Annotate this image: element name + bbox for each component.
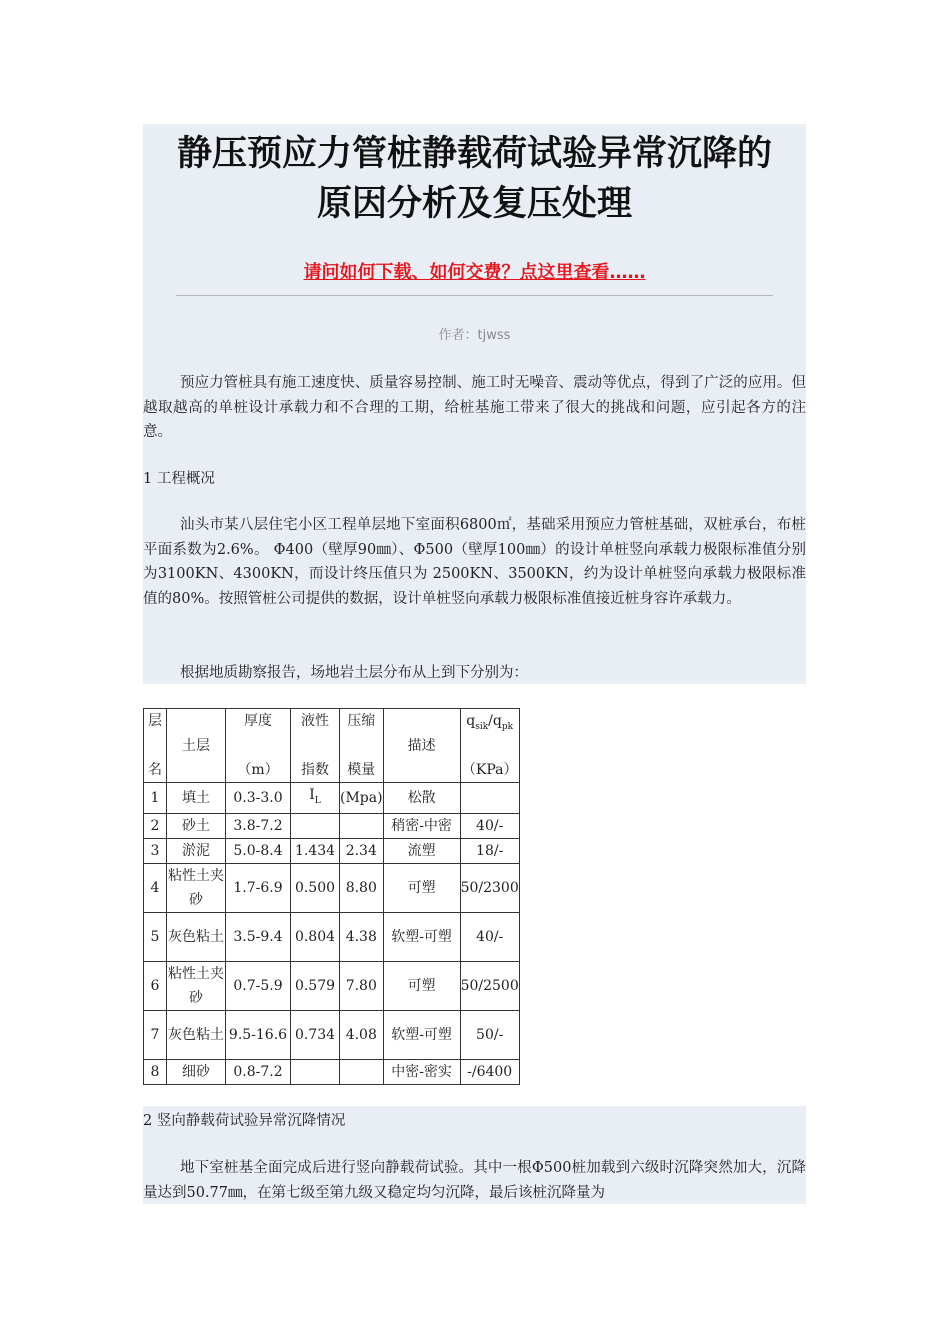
header-layer-no: 层 名 bbox=[144, 709, 167, 783]
cell-layer: 灰色粘土 bbox=[167, 912, 226, 961]
section-1-paragraph-2: 根据地质勘察报告，场地岩土层分布从上到下分别为： bbox=[180, 665, 528, 681]
cell-liquidity-index bbox=[291, 1059, 340, 1084]
cell-layer: 细砂 bbox=[167, 1059, 226, 1084]
cell-layer: 填土 bbox=[167, 783, 226, 814]
header-liquidity-index: 液性 指数 bbox=[291, 709, 340, 783]
cell-thickness: 9.5-16.6 bbox=[226, 1010, 291, 1059]
cell-liquidity-index: $I_L$ bbox=[291, 783, 340, 814]
cell-description: 流塑 bbox=[383, 838, 460, 863]
cell-layer: 淤泥 bbox=[167, 838, 226, 863]
cell-liquidity-index: 0.500 bbox=[291, 863, 340, 912]
page-title-line-1: 静压预应力管桩静载荷试验异常沉降的 bbox=[176, 134, 772, 174]
cell-layer: 粘性土夹砂 bbox=[167, 961, 226, 1010]
table-row bbox=[144, 1059, 520, 1084]
cell-description: 可塑 bbox=[383, 863, 460, 912]
section-2-paragraph-1: 地下室桩基全面完成后进行竖向静载荷试验。其中一根Φ500桩加载到六级时沉降突然加大，沉降量达到50.77㎜，在第七级至第九级又稳定均匀沉降，最后该桩沉降量为 bbox=[143, 1160, 806, 1201]
section-1-heading: 1 工程概况 bbox=[143, 471, 215, 487]
cell-modulus: 4.38 bbox=[340, 912, 384, 961]
cell-no: 4 bbox=[144, 863, 167, 912]
table-row bbox=[144, 961, 520, 1010]
table-row bbox=[144, 912, 520, 961]
cell-layer: 砂土 bbox=[167, 813, 226, 838]
header-thickness: 厚度 （m） bbox=[226, 709, 291, 783]
cell-modulus bbox=[340, 813, 384, 838]
page-title-line-2: 原因分析及复压处理 bbox=[316, 184, 632, 224]
header-compression-modulus: 压缩 模量 bbox=[340, 709, 384, 783]
section-1-paragraph-1: 汕头市某八层住宅小区工程单层地下室面积6800㎡，基础采用预应力管桩基础，双桩承台，布桩平面系数为2.6%。 Φ400（壁厚90㎜）、Φ500（壁厚100㎜）的设计单桩竖向承载力极限标准值分别为3100KN、4300KN，而设计终压值只为 2500KN、3500KN，约为设计单桩竖向承载力极限标准值的80%。按照管桩公司提供的数据，设计单桩竖向承载力极限标准值接近桩身容许承载力。 bbox=[143, 517, 806, 607]
cell-modulus: (Mpa) bbox=[340, 783, 384, 814]
header-description: 描述 bbox=[383, 709, 460, 783]
table-row bbox=[144, 863, 520, 912]
table-row bbox=[144, 1010, 520, 1059]
cell-q: 50/2300 bbox=[460, 863, 519, 912]
cell-liquidity-index bbox=[291, 813, 340, 838]
cell-q: 50/2500 bbox=[460, 961, 519, 1010]
section-2-heading: 2 竖向静载荷试验异常沉降情况 bbox=[143, 1113, 346, 1129]
cell-modulus: 8.80 bbox=[340, 863, 384, 912]
author-byline: 作者：tjwss bbox=[438, 328, 511, 343]
cell-thickness: 0.8-7.2 bbox=[226, 1059, 291, 1084]
cell-description: 可塑 bbox=[383, 961, 460, 1010]
intro-paragraph: 预应力管桩具有施工速度快、质量容易控制、施工时无噪音、震动等优点，得到了广泛的应用。但越取越高的单桩设计承载力和不合理的工期，给桩基施工带来了很大的挑战和问题，应引起各方的注意。 bbox=[143, 375, 806, 440]
cell-thickness: 3.8-7.2 bbox=[226, 813, 291, 838]
cell-q: 40/- bbox=[460, 912, 519, 961]
cell-description: 软塑-可塑 bbox=[383, 912, 460, 961]
cell-no: 6 bbox=[144, 961, 167, 1010]
cell-thickness: 3.5-9.4 bbox=[226, 912, 291, 961]
cell-liquidity-index: 0.734 bbox=[291, 1010, 340, 1059]
cell-description: 松散 bbox=[383, 783, 460, 814]
cell-modulus: 4.08 bbox=[340, 1010, 384, 1059]
cell-no: 5 bbox=[144, 912, 167, 961]
table-row bbox=[144, 783, 520, 814]
cell-q: -/6400 bbox=[460, 1059, 519, 1084]
cell-liquidity-index: 1.434 bbox=[291, 838, 340, 863]
cell-modulus: 2.34 bbox=[340, 838, 384, 863]
cell-modulus bbox=[340, 1059, 384, 1084]
table-row bbox=[144, 838, 520, 863]
cell-q: 50/- bbox=[460, 1010, 519, 1059]
table-header-row bbox=[144, 709, 520, 783]
cell-modulus: 7.80 bbox=[340, 961, 384, 1010]
cell-no: 8 bbox=[144, 1059, 167, 1084]
cell-liquidity-index: 0.804 bbox=[291, 912, 340, 961]
divider bbox=[176, 295, 773, 296]
table-row bbox=[144, 813, 520, 838]
cell-q: 40/- bbox=[460, 813, 519, 838]
cell-thickness: 0.3-3.0 bbox=[226, 783, 291, 814]
cell-q bbox=[460, 783, 519, 814]
cell-layer: 粘性土夹砂 bbox=[167, 863, 226, 912]
cell-no: 3 bbox=[144, 838, 167, 863]
cell-description: 稍密-中密 bbox=[383, 813, 460, 838]
header-soil-layer: 土层 bbox=[167, 709, 226, 783]
soil-layer-table bbox=[143, 708, 520, 1085]
cell-q: 18/- bbox=[460, 838, 519, 863]
cell-description: 中密-密实 bbox=[383, 1059, 460, 1084]
cell-liquidity-index: 0.579 bbox=[291, 961, 340, 1010]
cell-no: 2 bbox=[144, 813, 167, 838]
cell-description: 软塑-可塑 bbox=[383, 1010, 460, 1059]
cell-thickness: 0.7-5.9 bbox=[226, 961, 291, 1010]
cell-no: 1 bbox=[144, 783, 167, 814]
header-q-kpa: $q_{sik}/q_{pk}$ （KPa） bbox=[460, 709, 519, 783]
download-help-link[interactable]: 请问如何下载、如何交费？点这里查看…… bbox=[303, 262, 646, 283]
cell-layer: 灰色粘土 bbox=[167, 1010, 226, 1059]
cell-thickness: 1.7-6.9 bbox=[226, 863, 291, 912]
cell-no: 7 bbox=[144, 1010, 167, 1059]
cell-thickness: 5.0-8.4 bbox=[226, 838, 291, 863]
